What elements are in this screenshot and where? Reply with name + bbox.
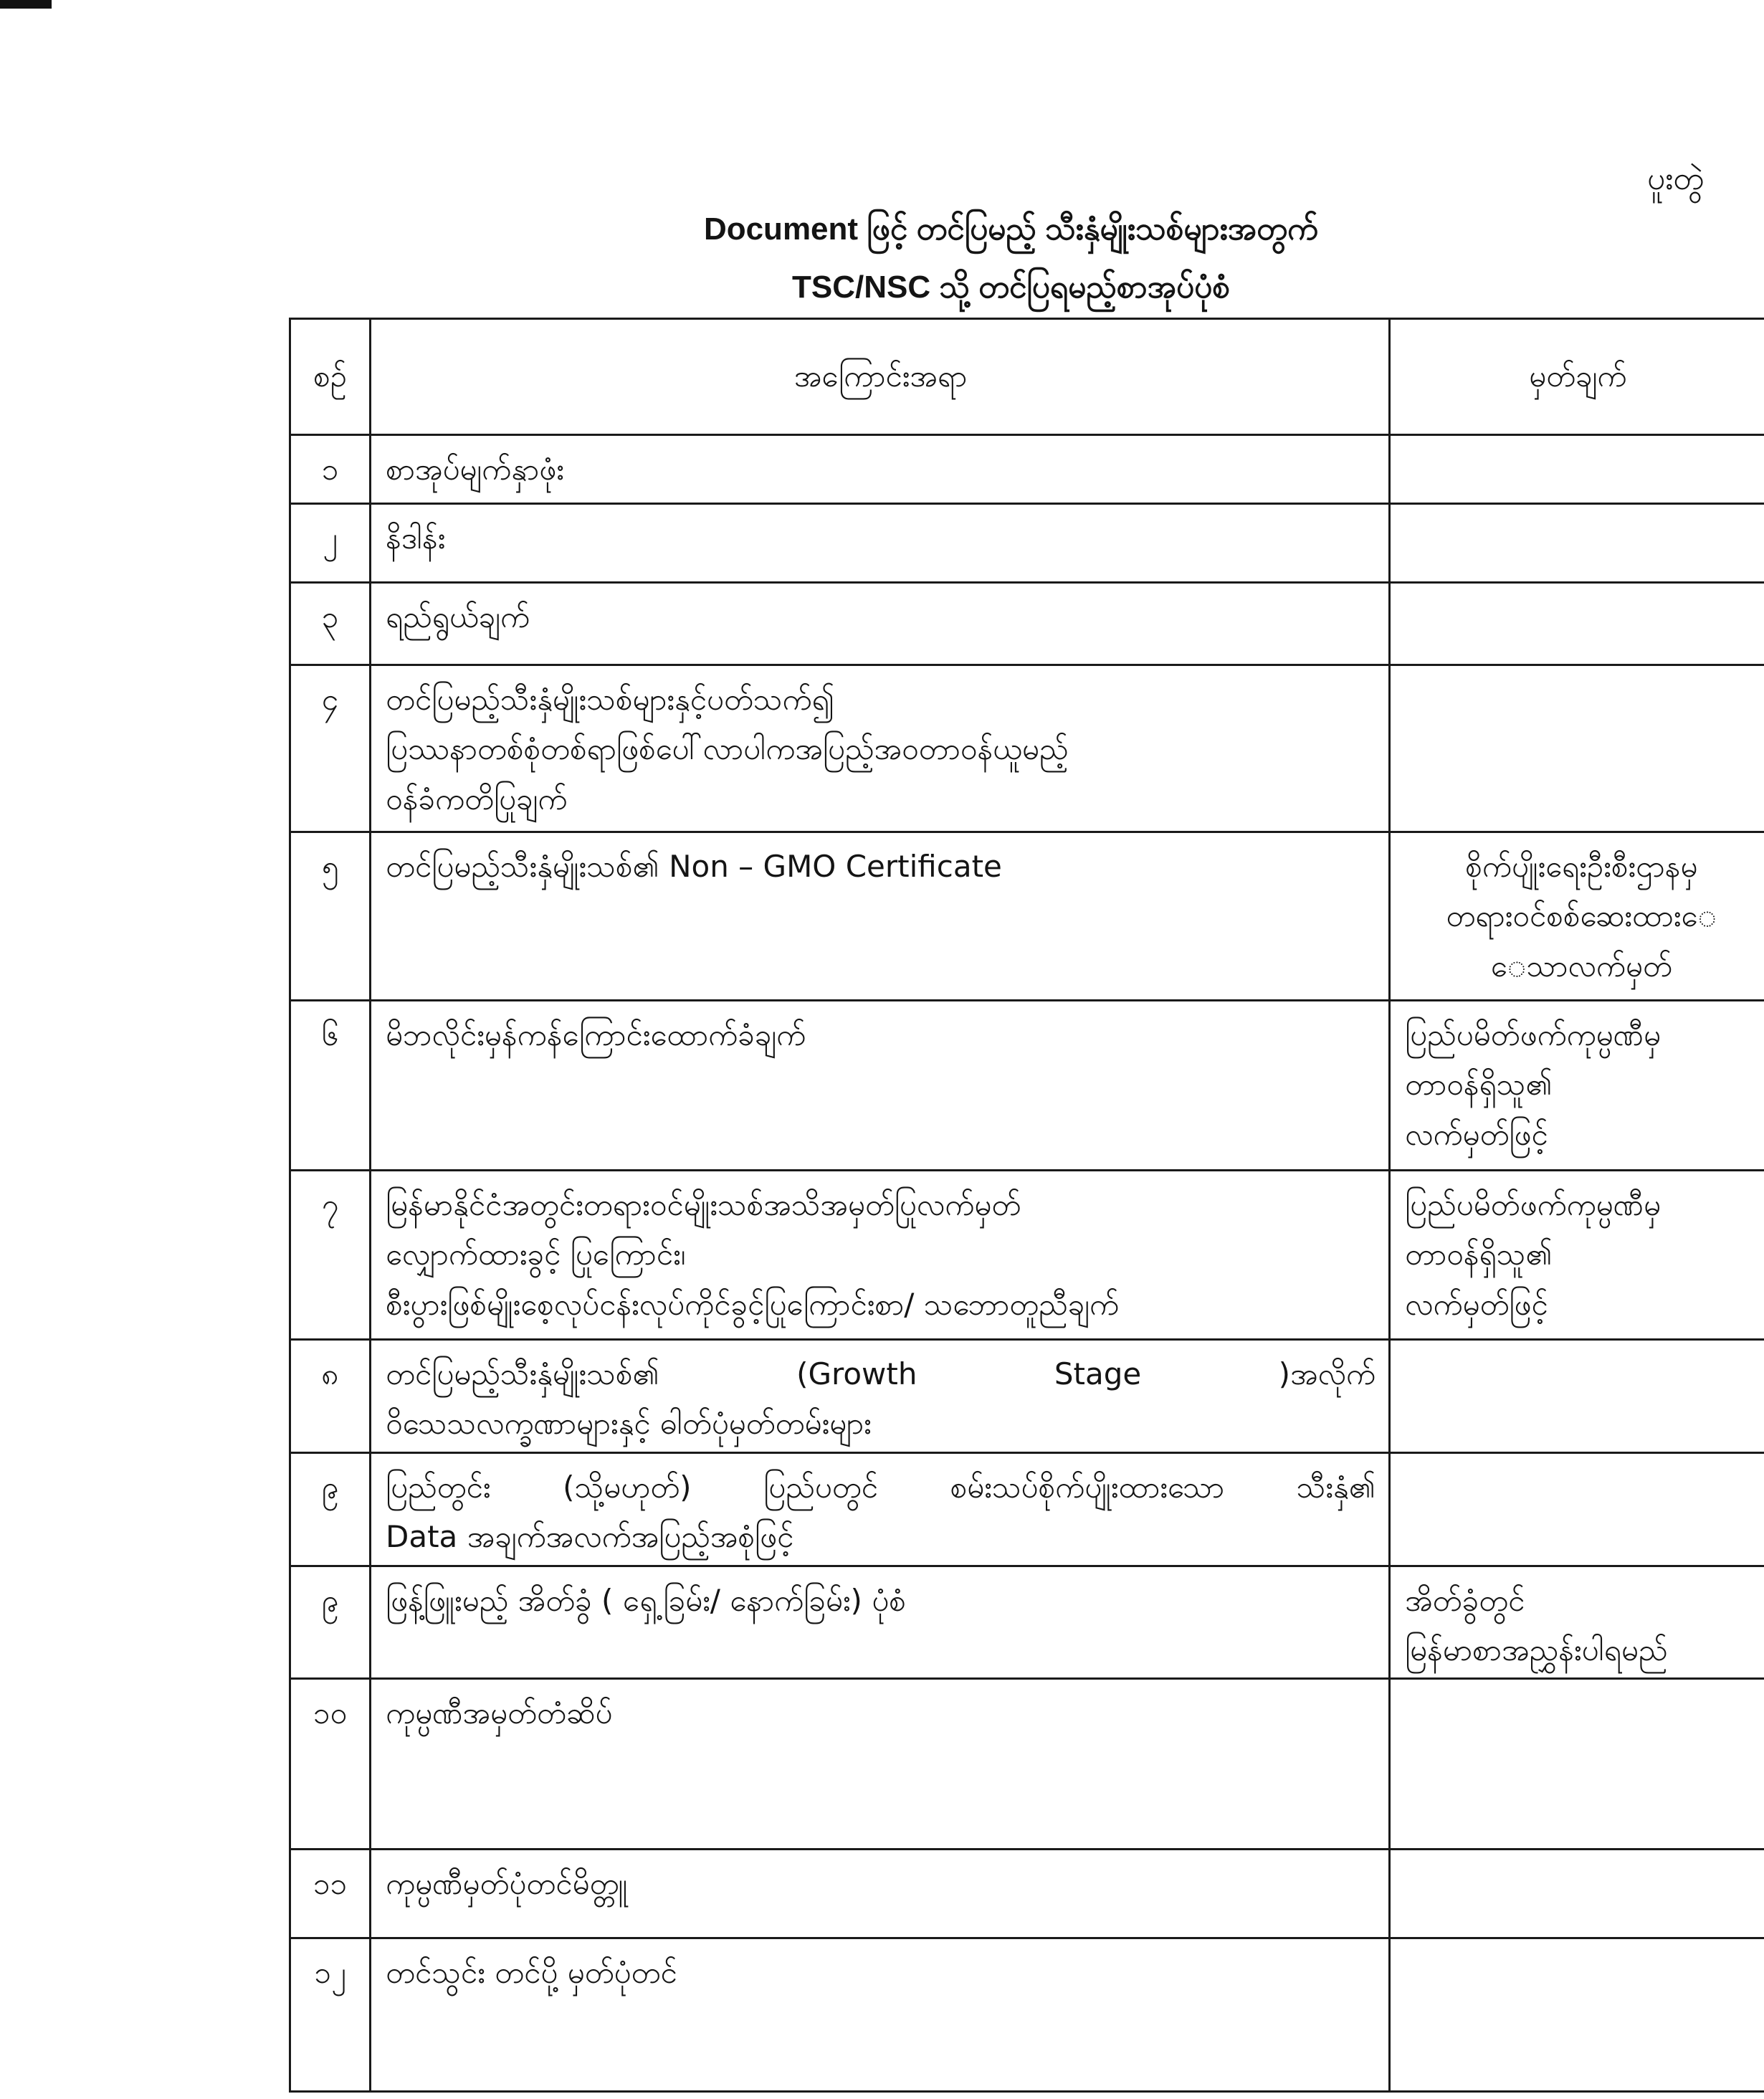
row-subject-line: စာအုပ်မျက်နှာဖုံး [386, 452, 564, 487]
row-serial-no: ၈ [290, 1340, 371, 1453]
table-header-row [290, 319, 1764, 435]
row-serial-no: ၃ [290, 583, 371, 665]
row-remark-line: တာဝန်ရှိသူ၏ [1405, 1237, 1553, 1272]
document-title-line-1: Document ဖြင့် တင်ပြမည့် သီးနှံမျိုးသစ်များအတွက် [703, 211, 1319, 247]
table-row [290, 665, 1764, 832]
row-subject-line: မြန်မာနိုင်ငံအတွင်းတရားဝင်မျိုးသစ်အသိအမှတ်ပြုလက်မှတ် [386, 1187, 1021, 1222]
row-remarks [1390, 1679, 1764, 1850]
row-subject [371, 1679, 1390, 1850]
row-subject-word: ပြည်ပတွင် [763, 1470, 878, 1505]
row-subject-justified-line [386, 1462, 1376, 1512]
row-subject-line: ဝန်ခံကတိပြုချက် [386, 781, 568, 817]
row-remarks [1390, 832, 1764, 1001]
table-row [290, 1453, 1764, 1566]
table-row [290, 435, 1764, 504]
row-serial-no: ၁ [290, 435, 371, 504]
row-remark-line: တာဝန်ရှိသူ၏ [1405, 1067, 1553, 1103]
row-remark-line: လက်မှတ်ဖြင့် [1405, 1286, 1548, 1322]
table-row [290, 583, 1764, 665]
row-serial-no: ၆ [290, 1001, 371, 1171]
row-serial-no: ၄ [290, 665, 371, 832]
header-serial-no: စဉ် [290, 319, 371, 435]
row-remark-line: လက်မှတ်ဖြင့် [1405, 1116, 1548, 1152]
row-subject [371, 665, 1390, 832]
row-subject [371, 1340, 1390, 1453]
row-remarks [1390, 1171, 1764, 1340]
row-subject [371, 435, 1390, 504]
table-row [290, 1340, 1764, 1453]
row-subject-word: (သို့မဟုတ်) [563, 1470, 692, 1505]
row-remarks [1390, 1453, 1764, 1566]
row-subject-word: သီးနှံ၏ [1296, 1470, 1376, 1505]
row-subject-word: (Growth [796, 1356, 917, 1391]
row-remark-line: တရားဝင်စစ်ဆေးထားေ [1446, 898, 1717, 934]
row-subject [371, 1850, 1390, 1938]
row-serial-no: ၁၂ [290, 1938, 371, 2092]
row-subject-line: ရည်ရွယ်ချက် [386, 599, 530, 634]
row-remarks [1390, 1850, 1764, 1938]
row-subject [371, 1001, 1390, 1171]
row-remark-line: မြန်မာစာအညွှန်းပါရမည် [1405, 1632, 1668, 1668]
table-row [290, 1679, 1764, 1850]
row-subject [371, 1938, 1390, 2092]
row-subject-line: တင်ပြမည့်သီးနှံမျိုးသစ်၏ Non – GMO Certificate [386, 849, 1002, 884]
row-serial-no: ၇ [290, 1171, 371, 1340]
header-remarks: မှတ်ချက် [1390, 319, 1764, 435]
row-remarks [1390, 1566, 1764, 1679]
row-subject [371, 1171, 1390, 1340]
row-remarks [1390, 665, 1764, 832]
table-row [290, 1171, 1764, 1340]
table-row [290, 1001, 1764, 1171]
row-remark-line: အိတ်ခွံတွင် [1405, 1583, 1525, 1618]
row-subject-line: တင်ပြမည့်သီးနှံမျိုးသစ်များနှင့်ပတ်သက်၍ [386, 682, 834, 717]
row-serial-no: ၉ [290, 1566, 371, 1679]
row-serial-no: ၂ [290, 504, 371, 583]
table-row [290, 1566, 1764, 1679]
row-remark-line: ပြည်ပမိတ်ဖက်ကုမ္ပဏီမှ [1405, 1187, 1661, 1222]
row-subject-line: ကုမ္ပဏီမှတ်ပုံတင်မိတ္တူ [386, 1866, 628, 1901]
row-subject-word: စမ်းသပ်စိုက်ပျိုးထားသော [950, 1470, 1224, 1505]
table-row [290, 1850, 1764, 1938]
table-row [290, 1938, 1764, 2092]
row-serial-no: ၅ [290, 832, 371, 1001]
row-subject-line: Data အချက်အလက်အပြည့်အစုံဖြင့် [386, 1519, 794, 1555]
row-subject [371, 583, 1390, 665]
row-subject-word: )အလိုက် [1278, 1356, 1376, 1391]
submission-checklist-table [289, 318, 1764, 2093]
row-remarks [1390, 1001, 1764, 1171]
row-subject-line: ဝိသေသလက္ခဏာများနှင့် ဓါတ်ပုံမှတ်တမ်းများ [386, 1406, 872, 1442]
row-subject-word: ပြည်တွင်း [386, 1470, 491, 1505]
row-remarks [1390, 1938, 1764, 2092]
header-subject: အကြောင်းအရာ [371, 319, 1390, 435]
row-subject-word: တင်ပြမည့်သီးနှံမျိုးသစ်၏ [386, 1356, 659, 1391]
table-row [290, 504, 1764, 583]
row-subject-justified-line [386, 1349, 1376, 1399]
row-subject-line: ကုမ္ပဏီအမှတ်တံဆိပ် [386, 1695, 613, 1731]
row-subject-line: လျှောက်ထားခွင့် ပြုကြောင်း၊ [386, 1237, 686, 1272]
row-subject-line: ဖြန့်ဖြူးမည့် အိတ်ခွံ ( ရှေ့ခြမ်း/ နောက်ခြမ်း) ပုံစံ [386, 1583, 906, 1618]
row-serial-no: ၉ [290, 1453, 371, 1566]
row-subject [371, 832, 1390, 1001]
row-remarks [1390, 583, 1764, 665]
scan-edge-mark [0, 0, 52, 9]
row-subject [371, 504, 1390, 583]
row-remark-line: ေသာလက်မှတ် [1490, 948, 1672, 984]
row-subject-line: ပြဿနာတစ်စုံတစ်ရာဖြစ်ပေါ်လာပါကအပြည့်အဝတာဝန်ယူမည့် [386, 731, 1069, 767]
row-subject-word: Stage [1054, 1356, 1142, 1391]
row-remarks [1390, 435, 1764, 504]
annex-label: ပူးတွဲ [1647, 161, 1705, 197]
row-subject-line: မိဘလိုင်းမှန်ကန်ကြောင်းထောက်ခံချက် [386, 1017, 806, 1052]
row-subject-line: တင်သွင်း တင်ပို့ မှတ်ပုံတင် [386, 1955, 677, 1990]
row-serial-no: ၁၀ [290, 1679, 371, 1850]
table-row [290, 832, 1764, 1001]
row-subject [371, 1566, 1390, 1679]
row-subject [371, 1453, 1390, 1566]
row-subject-line: နိဒါန်း [386, 520, 446, 556]
row-remarks [1390, 1340, 1764, 1453]
document-title-line-2: TSC/NSC သို့ တင်ပြရမည့်စာအုပ်ပုံစံ [792, 270, 1230, 305]
row-subject-line: စီးပွားဖြစ်မျိုးစေ့လုပ်ငန်းလုပ်ကိုင်ခွင့်ပြုကြောင်းစာ/ သဘောတူညီချက် [386, 1286, 1120, 1322]
row-remarks [1390, 504, 1764, 583]
row-remark-line: ပြည်ပမိတ်ဖက်ကုမ္ပဏီမှ [1405, 1017, 1661, 1052]
row-serial-no: ၁၁ [290, 1850, 371, 1938]
row-remark-line: စိုက်ပျိုးရေးဦးစီးဌာနမှ [1465, 849, 1698, 884]
